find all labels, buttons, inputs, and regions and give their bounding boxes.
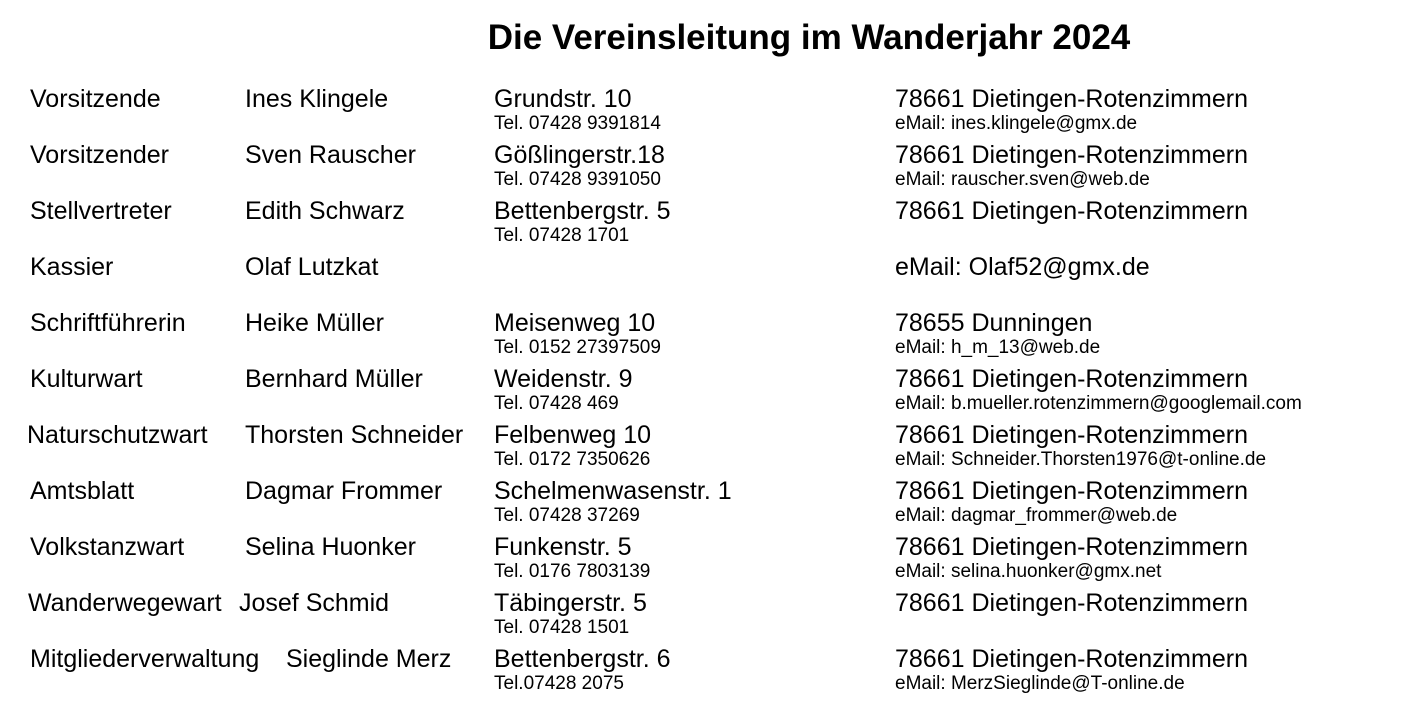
member-city: 78661 Dietingen-Rotenzimmern [895, 589, 1248, 617]
member-city: 78661 Dietingen-Rotenzimmern [895, 197, 1248, 225]
member-email: eMail: b.mueller.rotenzimmern@googlemail.com [895, 393, 1302, 414]
member-name: Josef Schmid [239, 589, 390, 617]
member-name: Ines Klingele [245, 85, 389, 113]
member-city: 78661 Dietingen-Rotenzimmern [895, 365, 1248, 393]
member-street: Weidenstr. 9 [494, 365, 633, 393]
member-city: 78655 Dunningen [895, 309, 1093, 337]
member-row [0, 532, 1414, 588]
member-row [0, 476, 1414, 532]
member-row [0, 420, 1414, 476]
member-street: Täbingerstr. 5 [494, 589, 647, 617]
member-street: Felbenweg 10 [494, 421, 652, 449]
member-street: Gößlingerstr.18 [494, 141, 665, 169]
member-role: Volkstanzwart [30, 533, 185, 561]
member-row [0, 196, 1414, 252]
member-street: Funkenstr. 5 [494, 533, 632, 561]
member-street: Bettenbergstr. 5 [494, 197, 671, 225]
member-name: Selina Huonker [245, 533, 416, 561]
member-name: Olaf Lutzkat [245, 253, 379, 281]
member-city: 78661 Dietingen-Rotenzimmern [895, 477, 1248, 505]
member-row [0, 364, 1414, 420]
member-phone: Tel. 07428 1501 [494, 617, 630, 638]
member-role: Stellvertreter [30, 197, 172, 225]
member-role: Vorsitzender [30, 141, 169, 169]
member-role: Amtsblatt [30, 477, 135, 505]
member-row [0, 588, 1414, 644]
member-phone: Tel. 07428 37269 [494, 505, 640, 526]
member-email: eMail: dagmar_frommer@web.de [895, 505, 1178, 526]
member-row [0, 308, 1414, 364]
member-phone: Tel. 0152 27397509 [494, 337, 661, 358]
member-street: Schelmenwasenstr. 1 [494, 477, 732, 505]
member-street: Meisenweg 10 [494, 309, 656, 337]
member-city: eMail: Olaf52@gmx.de [895, 253, 1150, 281]
member-name: Heike Müller [245, 309, 384, 337]
member-phone: Tel. 07428 9391050 [494, 169, 661, 190]
member-phone: Tel. 07428 9391814 [494, 113, 661, 134]
page-title: Die Vereinsleitung im Wanderjahr 2024 [487, 18, 1131, 57]
member-name: Bernhard Müller [245, 365, 423, 393]
member-email: eMail: Schneider.Thorsten1976@t-online.de [895, 449, 1267, 470]
member-email: eMail: h_m_13@web.de [895, 337, 1101, 358]
member-email: eMail: rauscher.sven@web.de [895, 169, 1150, 190]
member-email: eMail: selina.huonker@gmx.net [895, 561, 1162, 582]
member-email: eMail: ines.klingele@gmx.de [895, 113, 1138, 134]
member-row [0, 644, 1414, 700]
member-phone: Tel. 0172 7350626 [494, 449, 651, 470]
member-role: Kulturwart [30, 365, 143, 393]
member-city: 78661 Dietingen-Rotenzimmern [895, 533, 1248, 561]
member-city: 78661 Dietingen-Rotenzimmern [895, 421, 1248, 449]
member-phone: Tel. 07428 469 [494, 393, 619, 414]
member-city: 78661 Dietingen-Rotenzimmern [895, 645, 1248, 673]
member-row [0, 140, 1414, 196]
member-role: Mitgliederverwaltung [30, 645, 260, 673]
member-row [0, 252, 1414, 308]
member-street: Grundstr. 10 [494, 85, 632, 113]
member-name: Dagmar Frommer [245, 477, 443, 505]
member-role: Naturschutzwart [27, 421, 208, 449]
member-city: 78661 Dietingen-Rotenzimmern [895, 141, 1248, 169]
member-phone: Tel. 07428 1701 [494, 225, 630, 246]
member-row [0, 84, 1414, 140]
member-phone: Tel.07428 2075 [494, 673, 624, 694]
member-name: Sieglinde Merz [286, 645, 452, 673]
member-role: Wanderwegewart [28, 589, 222, 617]
member-city: 78661 Dietingen-Rotenzimmern [895, 85, 1248, 113]
member-email: eMail: MerzSieglinde@T-online.de [895, 673, 1185, 694]
member-role: Kassier [30, 253, 114, 281]
member-name: Edith Schwarz [245, 197, 405, 225]
member-name: Thorsten Schneider [245, 421, 464, 449]
member-street: Bettenbergstr. 6 [494, 645, 671, 673]
member-role: Schriftführerin [30, 309, 186, 337]
member-role: Vorsitzende [30, 85, 161, 113]
member-phone: Tel. 0176 7803139 [494, 561, 651, 582]
member-name: Sven Rauscher [245, 141, 416, 169]
